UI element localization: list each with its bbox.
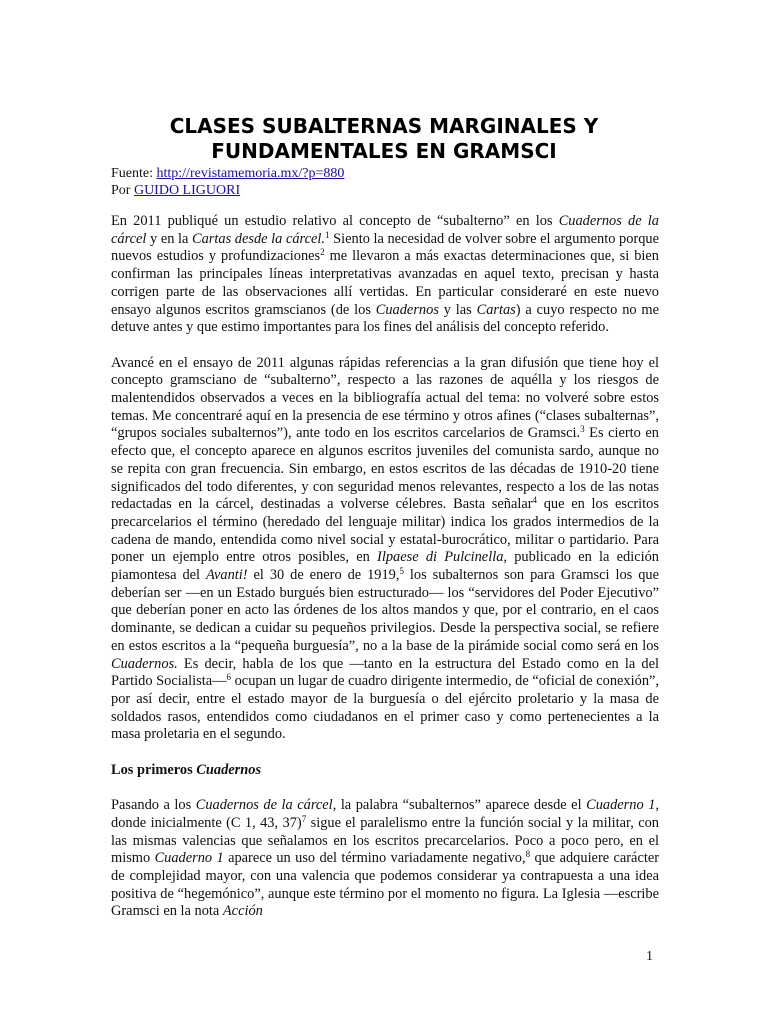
text-run: y las xyxy=(438,301,477,318)
italic-run: Ilpaese di Pulcinella xyxy=(377,549,504,566)
source-label: Fuente: xyxy=(111,166,157,181)
document-title xyxy=(110,114,658,164)
footnote-ref-2[interactable]: 2 xyxy=(320,247,325,258)
paragraph-1 xyxy=(111,213,659,337)
text-run: ) a cuyo respecto no me detuve antes y que estimo importantes para los fines del análisis del concepto referido. xyxy=(111,301,659,336)
italic-run: Cartas desde la cárcel. xyxy=(192,230,325,247)
text-run: Siento la necesidad de volver sobre el argumento porque nuevos estudios y profundizaciones xyxy=(111,230,659,265)
paragraph-3 xyxy=(111,797,659,921)
source-line xyxy=(111,165,661,182)
text-run: que en los escritos precarcelarios el término (heredado del lenguaje militar) indica los grados intermedios de la cadena de mando, entendida como nivel social y estatal-burocrático, militar o partidario. Para poner un ejemplo entre otros posibles, en xyxy=(111,496,659,566)
italic-run: Cuaderno 1 xyxy=(586,797,656,814)
text-run: y en la xyxy=(146,230,193,247)
footnote-ref-7[interactable]: 7 xyxy=(301,813,307,824)
text-run: Es cierto en efecto que, el concepto aparece en algunos escritos juveniles del comunista sardo, aunque no se repita con gran frecuencia. Sin embargo, en estos escritos de las décadas de 1910-20 tiene significados del todo diferentes, y con seguridad menos relevantes, respecto a los de las notas redactadas en la cárcel, destinadas a volverse célebres. Basta señalar xyxy=(111,425,660,513)
author-label: Por xyxy=(111,183,134,198)
footnote-ref-5[interactable]: 5 xyxy=(399,566,404,577)
heading-italic: Cuadernos xyxy=(196,761,262,778)
title-line-2: FUNDAMENTALES EN GRAMSCI xyxy=(211,139,557,164)
text-run: aparece un uso del término variadamente negativo, xyxy=(223,850,526,867)
title-line-1: CLASES SUBALTERNAS MARGINALES Y xyxy=(169,114,599,139)
text-run: , publicado en la edición piamontesa del xyxy=(111,549,659,584)
author-link[interactable]: GUIDO LIGUORI xyxy=(133,183,241,198)
italic-run: Cuadernos xyxy=(375,301,439,318)
italic-run: Acción xyxy=(222,903,263,920)
text-run: , donde inicialmente (C 1, 43, 37) xyxy=(111,797,660,831)
heading-text: Los primeros xyxy=(111,761,197,778)
document-body xyxy=(111,213,659,939)
document-meta xyxy=(111,165,661,199)
footnote-ref-3[interactable]: 3 xyxy=(580,424,585,435)
italic-run: Cuadernos de la cárcel xyxy=(195,797,333,814)
italic-run: Cuaderno 1 xyxy=(154,850,224,867)
text-run: En 2011 publiqué un estudio relativo al concepto de “subalterno” en los xyxy=(111,213,559,229)
footnote-ref-6[interactable]: 6 xyxy=(226,672,232,683)
footnote-ref-8[interactable]: 8 xyxy=(525,849,531,860)
text-run: ocupan un lugar de cuadro dirigente intermedio, de “oficial de conexión”, por así decir, entre el estado mayor de la burguesía o del ejército proletario y la masa de soldados rasos, entendidos como ciudadanos en el primer caso y como pertenecientes a la masa proletaria en el segundo. xyxy=(111,673,659,743)
italic-run: Cartas xyxy=(476,301,516,318)
text-run: Es decir, habla de los que —tanto en la estructura del Estado como en la del Partido Socialista— xyxy=(111,655,659,690)
footnote-ref-1[interactable]: 1 xyxy=(325,229,330,240)
section-heading xyxy=(111,762,659,780)
author-line xyxy=(111,182,661,199)
italic-run: Cuadernos de la cárcel xyxy=(111,213,659,247)
footnote-ref-4[interactable]: 4 xyxy=(532,495,538,506)
text-run: que adquiere carácter de complejidad mayor, con una valencia que podemos considerar ya contrapuesta a una idea positiva de “hegemónico”, aunque este término por el momento no figura. La Iglesia —escribe Gramsci en la nota xyxy=(111,850,660,920)
text-run: me llevaron a más exactas determinaciones que, si bien confirman las principales líneas interpretativas avanzadas en aquel texto, precisan y hasta corrigen parte de las observaciones allí vertidas. En particular consideraré en este nuevo ensayo algunos escritos gramscianos (de los xyxy=(111,248,659,318)
text-run: Avancé en el ensayo de 2011 algunas rápidas referencias a la gran difusión que tiene hoy el concepto gramsciano de “subalterno”, respecto a las razones de aquélla y los riesgos de malentendidos observados a veces en la bibliografía actual del tema: no volveré sobre estos temas. Me concentraré aquí en la presencia de ese término y otros afines (“clases subalternas”, “grupos sociales subalternos”), ante todo en los escritos carcelarios de Gramsci. xyxy=(111,354,659,442)
text-run: , la palabra “subalternos” aparece desde el xyxy=(332,797,587,814)
text-run: sigue el paralelismo entre la función social y la militar, con las mismas valencias que señalamos en los escritos precarcelarios. Poco a poco pero, en el mismo xyxy=(111,814,660,867)
source-link[interactable]: http://revistamemoria.mx/?p=880 xyxy=(156,166,345,181)
italic-run: Cuadernos. xyxy=(111,655,178,672)
paragraph-2 xyxy=(111,355,659,744)
text-run: el 30 de enero de 1919, xyxy=(247,567,400,584)
italic-run: Avanti! xyxy=(206,567,248,584)
text-run: Pasando a los xyxy=(111,797,196,814)
page-number: 1 xyxy=(646,949,653,964)
text-run: los subalternos son para Gramsci los que deberían ser —en un Estado burgués bien estructurado— los “servidores del Poder Ejecutivo” que deberían poner en acto las órdenes de los altos mandos y que, por el contrario, en el caos dominante, se dedican a cuidar su pequeños privilegios. Desde la perspectiva social, se refiere en estos escritos a la “pequeña burguesía”, no a la base de la pirámide social como será en los xyxy=(111,567,659,654)
